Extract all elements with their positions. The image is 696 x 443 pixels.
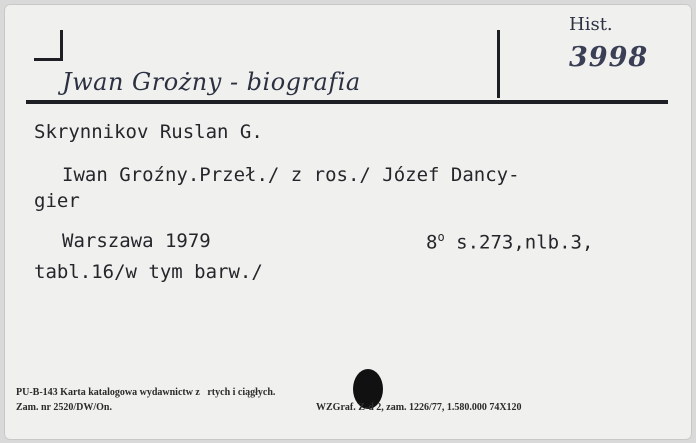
footer-line-1: PU-B-143 Karta katalogowa wydawnictw z rtych i ciągłych. — [16, 387, 276, 398]
title-line-2: gier — [34, 190, 80, 212]
handwritten-title: Jwan Grożny - biografia — [62, 68, 361, 96]
category-label: Hist. — [569, 14, 613, 35]
format-value: 8 — [426, 231, 438, 254]
format-line — [426, 230, 593, 253]
title-line-1: Iwan Groźny.Przeł./ z ros./ Józef Dancy- — [62, 164, 520, 186]
header-separator — [497, 30, 500, 98]
stamp-number: 3998 — [569, 42, 649, 73]
place-year-line: Warszawa 1979 — [62, 230, 211, 252]
format-sup: o — [437, 230, 445, 244]
bracket-mark-horizontal — [34, 58, 63, 61]
catalog-card — [4, 4, 692, 440]
header-rule — [26, 100, 668, 104]
footer-line-2-right: WZGraf. Z-d 2, zam. 1226/77, 1.580.000 74X120 — [316, 402, 522, 413]
footer-line-2-left: Zam. nr 2520/DW/On. — [16, 402, 112, 413]
bracket-mark-vertical — [60, 30, 63, 60]
pages-value: s.273,nlb.3, — [444, 231, 594, 254]
author-line: Skrynnikov Ruslan G. — [34, 121, 263, 143]
illustrations-line: tabl.16/w tym barw./ — [34, 261, 263, 283]
